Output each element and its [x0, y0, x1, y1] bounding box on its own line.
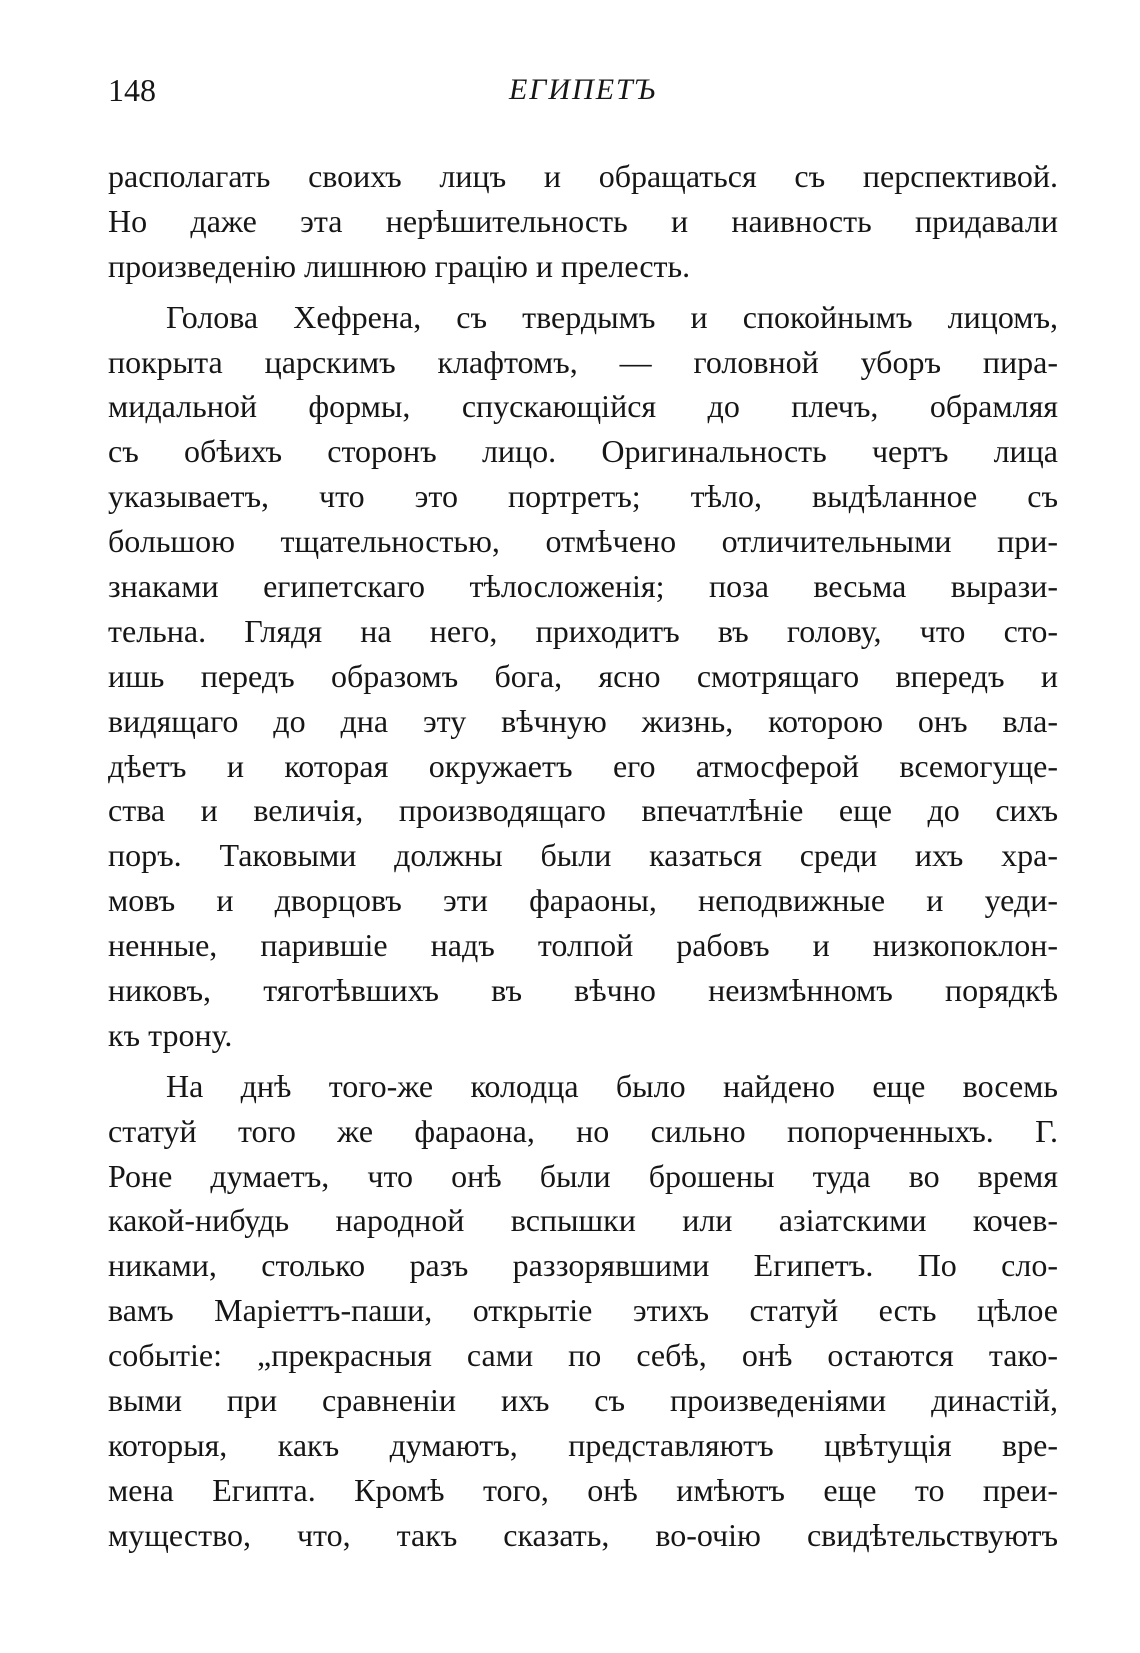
text-line: ненные, парившіе надъ толпой рабовъ и низкопоклон- — [108, 927, 1058, 964]
text-line: Но даже эта нерѣшительность и наивность придавали — [108, 202, 1058, 239]
paragraph-1 — [108, 154, 1058, 289]
text-line: какой-нибудь народной вспышки или азіатскими кочев- — [108, 1202, 1058, 1239]
text-line: произведенію лишнюю грацію и прелесть. — [108, 247, 691, 284]
text-line: мущество, что, такъ сказать, во-очію свидѣтельствуютъ — [108, 1516, 1058, 1553]
running-title: ЕГИПЕТЪ — [508, 73, 657, 106]
text-line: большою тщательностью, отмѣчено отличительными при- — [108, 523, 1058, 560]
text-line: мена Египта. Кромѣ того, онѣ имѣютъ еще то преи- — [108, 1471, 1058, 1508]
text-line: ства и величія, производящаго впечатлѣніе еще до сихъ — [108, 792, 1058, 829]
text-line: указываетъ, что это портретъ; тѣло, выдѣланное съ — [108, 478, 1058, 515]
text-line: вамъ Маріеттъ-паши, открытіе этихъ статуй есть цѣлое — [108, 1292, 1058, 1329]
page-number: 148 — [108, 72, 156, 108]
text-line: Роне думаетъ, что онѣ были брошены туда во время — [108, 1157, 1058, 1194]
text-line: Голова Хефрена, съ твердымъ и спокойнымъ лицомъ, — [166, 298, 1058, 335]
text-line: покрыта царскимъ клафтомъ, — головной уборъ пира- — [108, 343, 1058, 380]
text-line: съ обѣихъ сторонъ лицо. Оригинальность чертъ лица — [108, 433, 1058, 470]
text-line: видящаго до дна эту вѣчную жизнь, которою онъ вла- — [108, 702, 1058, 739]
text-line: мидальной формы, спускающійся до плечъ, обрамляя — [108, 388, 1058, 425]
body-text — [108, 154, 1058, 1558]
text-line: выми при сравненіи ихъ съ произведеніями династій, — [108, 1382, 1058, 1419]
text-line: ишь передъ образомъ бога, ясно смотрящаго впередъ и — [108, 657, 1058, 694]
text-line: тельна. Глядя на него, приходитъ въ голову, что сто- — [108, 612, 1058, 649]
text-line: дѣетъ и которая окружаетъ его атмосферой всемогуще- — [108, 747, 1058, 784]
text-line: На днѣ того-же колодца было найдено еще восемь — [166, 1067, 1058, 1104]
text-line: никовъ, тяготѣвшихъ въ вѣчно неизмѣнномъ порядкѣ — [108, 972, 1058, 1009]
text-line: къ трону. — [108, 1016, 233, 1053]
paragraph-3 — [108, 1064, 1058, 1558]
text-line: статуй того же фараона, но сильно попорченныхъ. Г. — [108, 1112, 1058, 1149]
paragraph-2 — [108, 295, 1058, 1058]
text-line: знаками египетскаго тѣлосложенія; поза весьма вырази- — [108, 568, 1058, 605]
text-line: располагать своихъ лицъ и обращаться съ перспективой. — [108, 158, 1058, 194]
text-line: событіе: „прекрасныя сами по себѣ, онѣ остаются тако- — [108, 1337, 1058, 1374]
text-line: никами, столько разъ раззорявшими Египетъ. По сло- — [108, 1247, 1058, 1284]
text-line: которыя, какъ думаютъ, представляютъ цвѣтущія вре- — [108, 1426, 1058, 1463]
running-head — [108, 68, 1058, 112]
text-line: мовъ и дворцовъ эти фараоны, неподвижные и уеди- — [108, 882, 1058, 919]
text-line: поръ. Таковыми должны были казаться среди ихъ хра- — [108, 837, 1058, 874]
